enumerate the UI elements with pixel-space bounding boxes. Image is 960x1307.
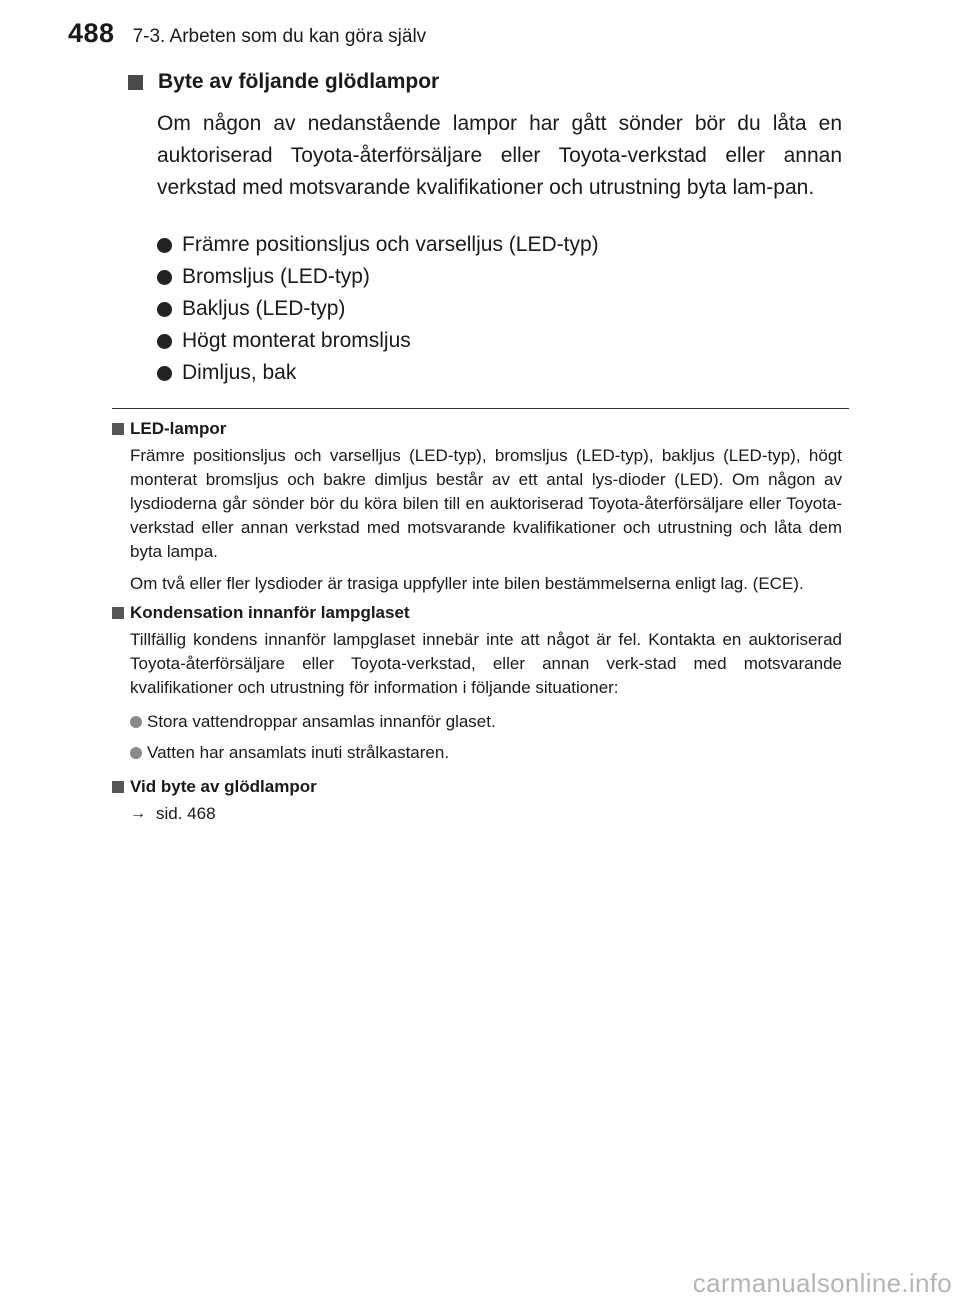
note-paragraph: Främre positionsljus och varselljus (LED-typ), bromsljus (LED-typ), bakljus (LED-typ), högt monterat bromsljus och bakre dimljus består av ett antal lys-dioder (LED). Om någon av lysdioderna går sönder bör du köra bilen till en auktoriserad Toyota-återförsäljare eller Toyota-verkstad eller annan verkstad med motsvarande kvalifikationer och utrustning och låta dem byta lampa. xyxy=(130,446,842,561)
list-item xyxy=(130,737,842,768)
note-heading-text: Kondensation innanför lampglaset xyxy=(130,603,410,622)
list-item-text: Vatten har ansamlats inuti strålkastaren. xyxy=(147,742,450,762)
list-item xyxy=(157,293,599,325)
list-item-text: Högt monterat bromsljus xyxy=(182,329,411,352)
square-bullet-icon xyxy=(112,423,124,435)
list-item xyxy=(157,357,599,389)
page-number: 488 xyxy=(68,18,115,48)
round-bullet-icon xyxy=(157,302,172,317)
condensation-list xyxy=(130,706,842,768)
round-bullet-icon xyxy=(157,366,172,381)
note-heading-led xyxy=(112,418,842,440)
bulb-list xyxy=(157,229,599,389)
page-reference xyxy=(130,804,842,824)
list-item xyxy=(157,261,599,293)
square-bullet-icon xyxy=(128,75,143,90)
list-item-text: Främre positionsljus och varselljus (LED-typ) xyxy=(182,233,599,256)
round-bullet-icon xyxy=(157,270,172,285)
section-paragraph: Om någon av nedanstående lampor har gått sönder bör du låta en auktoriserad Toyota-återförsäljare eller Toyota-verkstad eller annan verkstad med motsvarande kvalifikationer och utrustning byta lam-pan. xyxy=(157,112,842,199)
section-heading xyxy=(128,70,439,94)
section-title: 7-3. Arbeten som du kan göra själv xyxy=(132,26,427,47)
round-bullet-icon xyxy=(157,334,172,349)
list-item xyxy=(157,325,599,357)
note-paragraph: Om två eller fler lysdioder är trasiga uppfyller inte bilen bestämmelserna enligt lag. (ECE). xyxy=(130,574,804,593)
page-header xyxy=(68,18,426,58)
page-reference-link[interactable]: sid. 468 xyxy=(156,804,216,823)
square-bullet-icon xyxy=(112,781,124,793)
round-bullet-icon xyxy=(157,238,172,253)
note-heading-replace xyxy=(112,776,842,798)
arrow-right-icon: → xyxy=(130,805,146,822)
section-divider xyxy=(112,408,849,409)
list-item xyxy=(130,706,842,737)
list-item-text: Bakljus (LED-typ) xyxy=(182,297,346,320)
list-item-text: Stora vattendroppar ansamlas innanför glaset. xyxy=(147,711,496,731)
list-item-text: Dimljus, bak xyxy=(182,361,297,384)
square-bullet-icon xyxy=(112,607,124,619)
list-item xyxy=(157,229,599,261)
notes-section xyxy=(112,418,842,824)
section-heading-text: Byte av följande glödlampor xyxy=(158,70,440,93)
note-heading-text: Vid byte av glödlampor xyxy=(130,777,317,796)
note-heading-text: LED-lampor xyxy=(130,419,227,438)
round-bullet-icon xyxy=(130,747,142,759)
note-heading-condensation xyxy=(112,602,842,624)
round-bullet-icon xyxy=(130,716,142,728)
note-paragraph: Tillfällig kondens innanför lampglaset innebär inte att något är fel. Kontakta en auktoriserad Toyota-återförsäljare eller Toyota-verkstad, eller annan verk-stad med motsvarande kvalifikationer och utrustning för information i följande situationer: xyxy=(130,630,842,697)
list-item-text: Bromsljus (LED-typ) xyxy=(182,265,370,288)
watermark: carmanualsonline.info xyxy=(692,1268,952,1298)
